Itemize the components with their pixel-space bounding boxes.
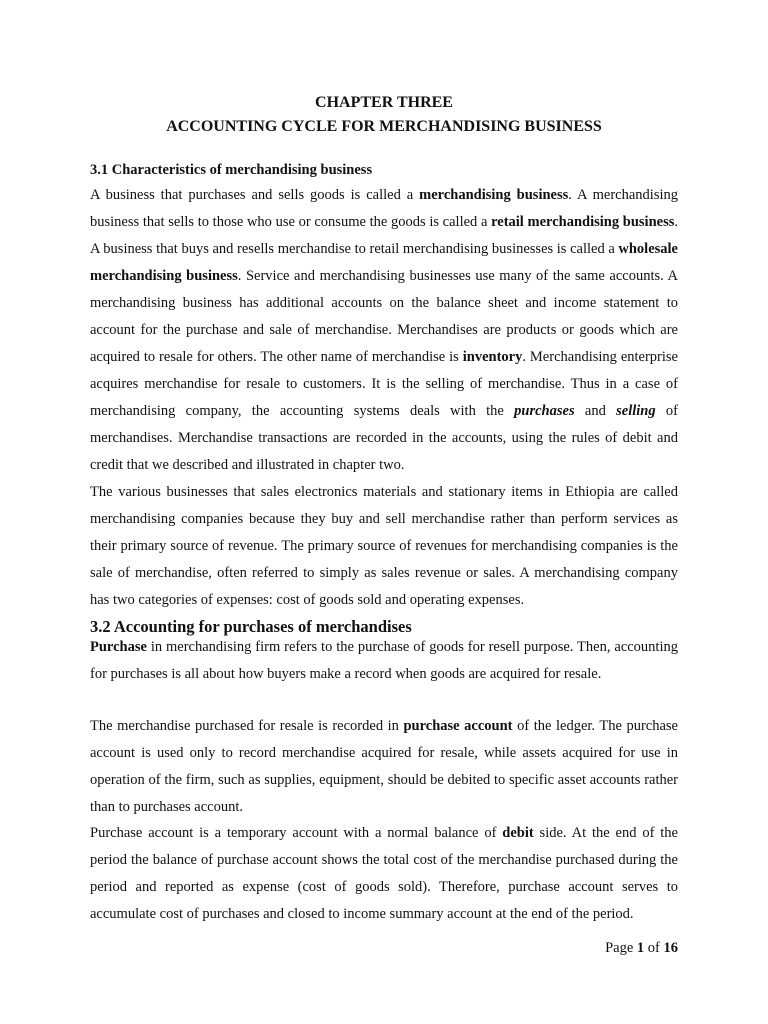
section-heading-3-2: 3.2 Accounting for purchases of merchandises bbox=[90, 617, 412, 636]
total-pages: 16 bbox=[663, 940, 678, 956]
text-run: Purchase account is a temporary account with a normal balance of bbox=[90, 825, 503, 841]
text-run: A business that purchases and sells goods is called a bbox=[90, 187, 420, 203]
term-retail-merchandising-business: retail merchandising business bbox=[491, 214, 675, 230]
text-run: and bbox=[574, 403, 617, 419]
term-purchases: purchases bbox=[514, 403, 575, 419]
text-run: of the ledger. The purchase account is used only to record merchandise acquired for resale, while assets acquired for use in operation of the firm, such as supplies, equipment, should be debited to specific asset accounts rather than to purchases account. bbox=[90, 718, 678, 815]
text-run: The merchandise purchased for resale is recorded in bbox=[90, 718, 404, 734]
section-heading-3-1: 3.1 Characteristics of merchandising business bbox=[90, 162, 373, 178]
text-run: of merchandises. Merchandise transactions are recorded in the accounts, using the rules of debit and credit that we described and illustrated in chapter two. bbox=[90, 403, 679, 473]
paragraph-purchase-account bbox=[90, 713, 678, 821]
chapter-title: ACCOUNTING CYCLE FOR MERCHANDISING BUSINESS bbox=[166, 118, 602, 135]
paragraph-characteristics bbox=[90, 182, 678, 479]
text-run: . A business that buys and resells merchandise to retail merchandising businesses is called a bbox=[90, 214, 678, 257]
text-run: in merchandising firm refers to the purchase of goods for resell purpose. Then, accounting for purchases is all about how buyers make a record when goods are acquired for resale. bbox=[90, 639, 678, 682]
text-run: . Merchandising enterprise acquires merchandise for resale to customers. It is the selling of merchandise. Thus in a case of merchandising company, the accounting systems deals with the bbox=[90, 349, 678, 419]
paragraph-merchandising-companies: The various businesses that sales electronics materials and stationary items in Ethiopia are called merchandising companies because they buy and sell merchandise rather than perform services as their primary source of revenue. The primary source of revenues for merchandising companies is the sale of merchandise, often referred to simply as sales revenue or sales. A merchandising company has two categories of expenses: cost of goods sold and operating expenses. bbox=[90, 484, 678, 608]
text-run: side. At the end of the period the balance of purchase account shows the total cost of the merchandise purchased during the period and reported as expense (cost of goods sold). Therefore, purchase account serves to accumulate cost of purchases and closed to income summary account at the end of the period. bbox=[90, 825, 678, 922]
text-run: . Service and merchandising businesses use many of the same accounts. A merchandising business has additional accounts on the balance sheet and income statement to account for the purchase and sale of merchandise. Merchandises are products or goods which are acquired to resale for others. The other name of merchandise is bbox=[90, 268, 679, 365]
paragraph-purchase-definition bbox=[90, 634, 678, 688]
term-purchase-account: purchase account bbox=[403, 718, 513, 734]
term-purchase: Purchase bbox=[90, 639, 147, 655]
term-merchandising-business: merchandising business bbox=[419, 187, 569, 203]
term-inventory: inventory bbox=[462, 349, 523, 365]
text-run: . A merchandising business that sells to those who use or consume the goods is called a bbox=[90, 187, 678, 230]
term-debit: debit bbox=[502, 825, 534, 841]
term-selling: selling bbox=[616, 403, 656, 419]
chapter-label: CHAPTER THREE bbox=[315, 94, 453, 111]
paragraph-temporary-account bbox=[90, 820, 678, 928]
page-number: Page 1 of 16 bbox=[605, 940, 678, 956]
term-wholesale-merchandising-business: wholesale merchandising business bbox=[90, 241, 678, 284]
current-page: 1 bbox=[636, 940, 645, 956]
